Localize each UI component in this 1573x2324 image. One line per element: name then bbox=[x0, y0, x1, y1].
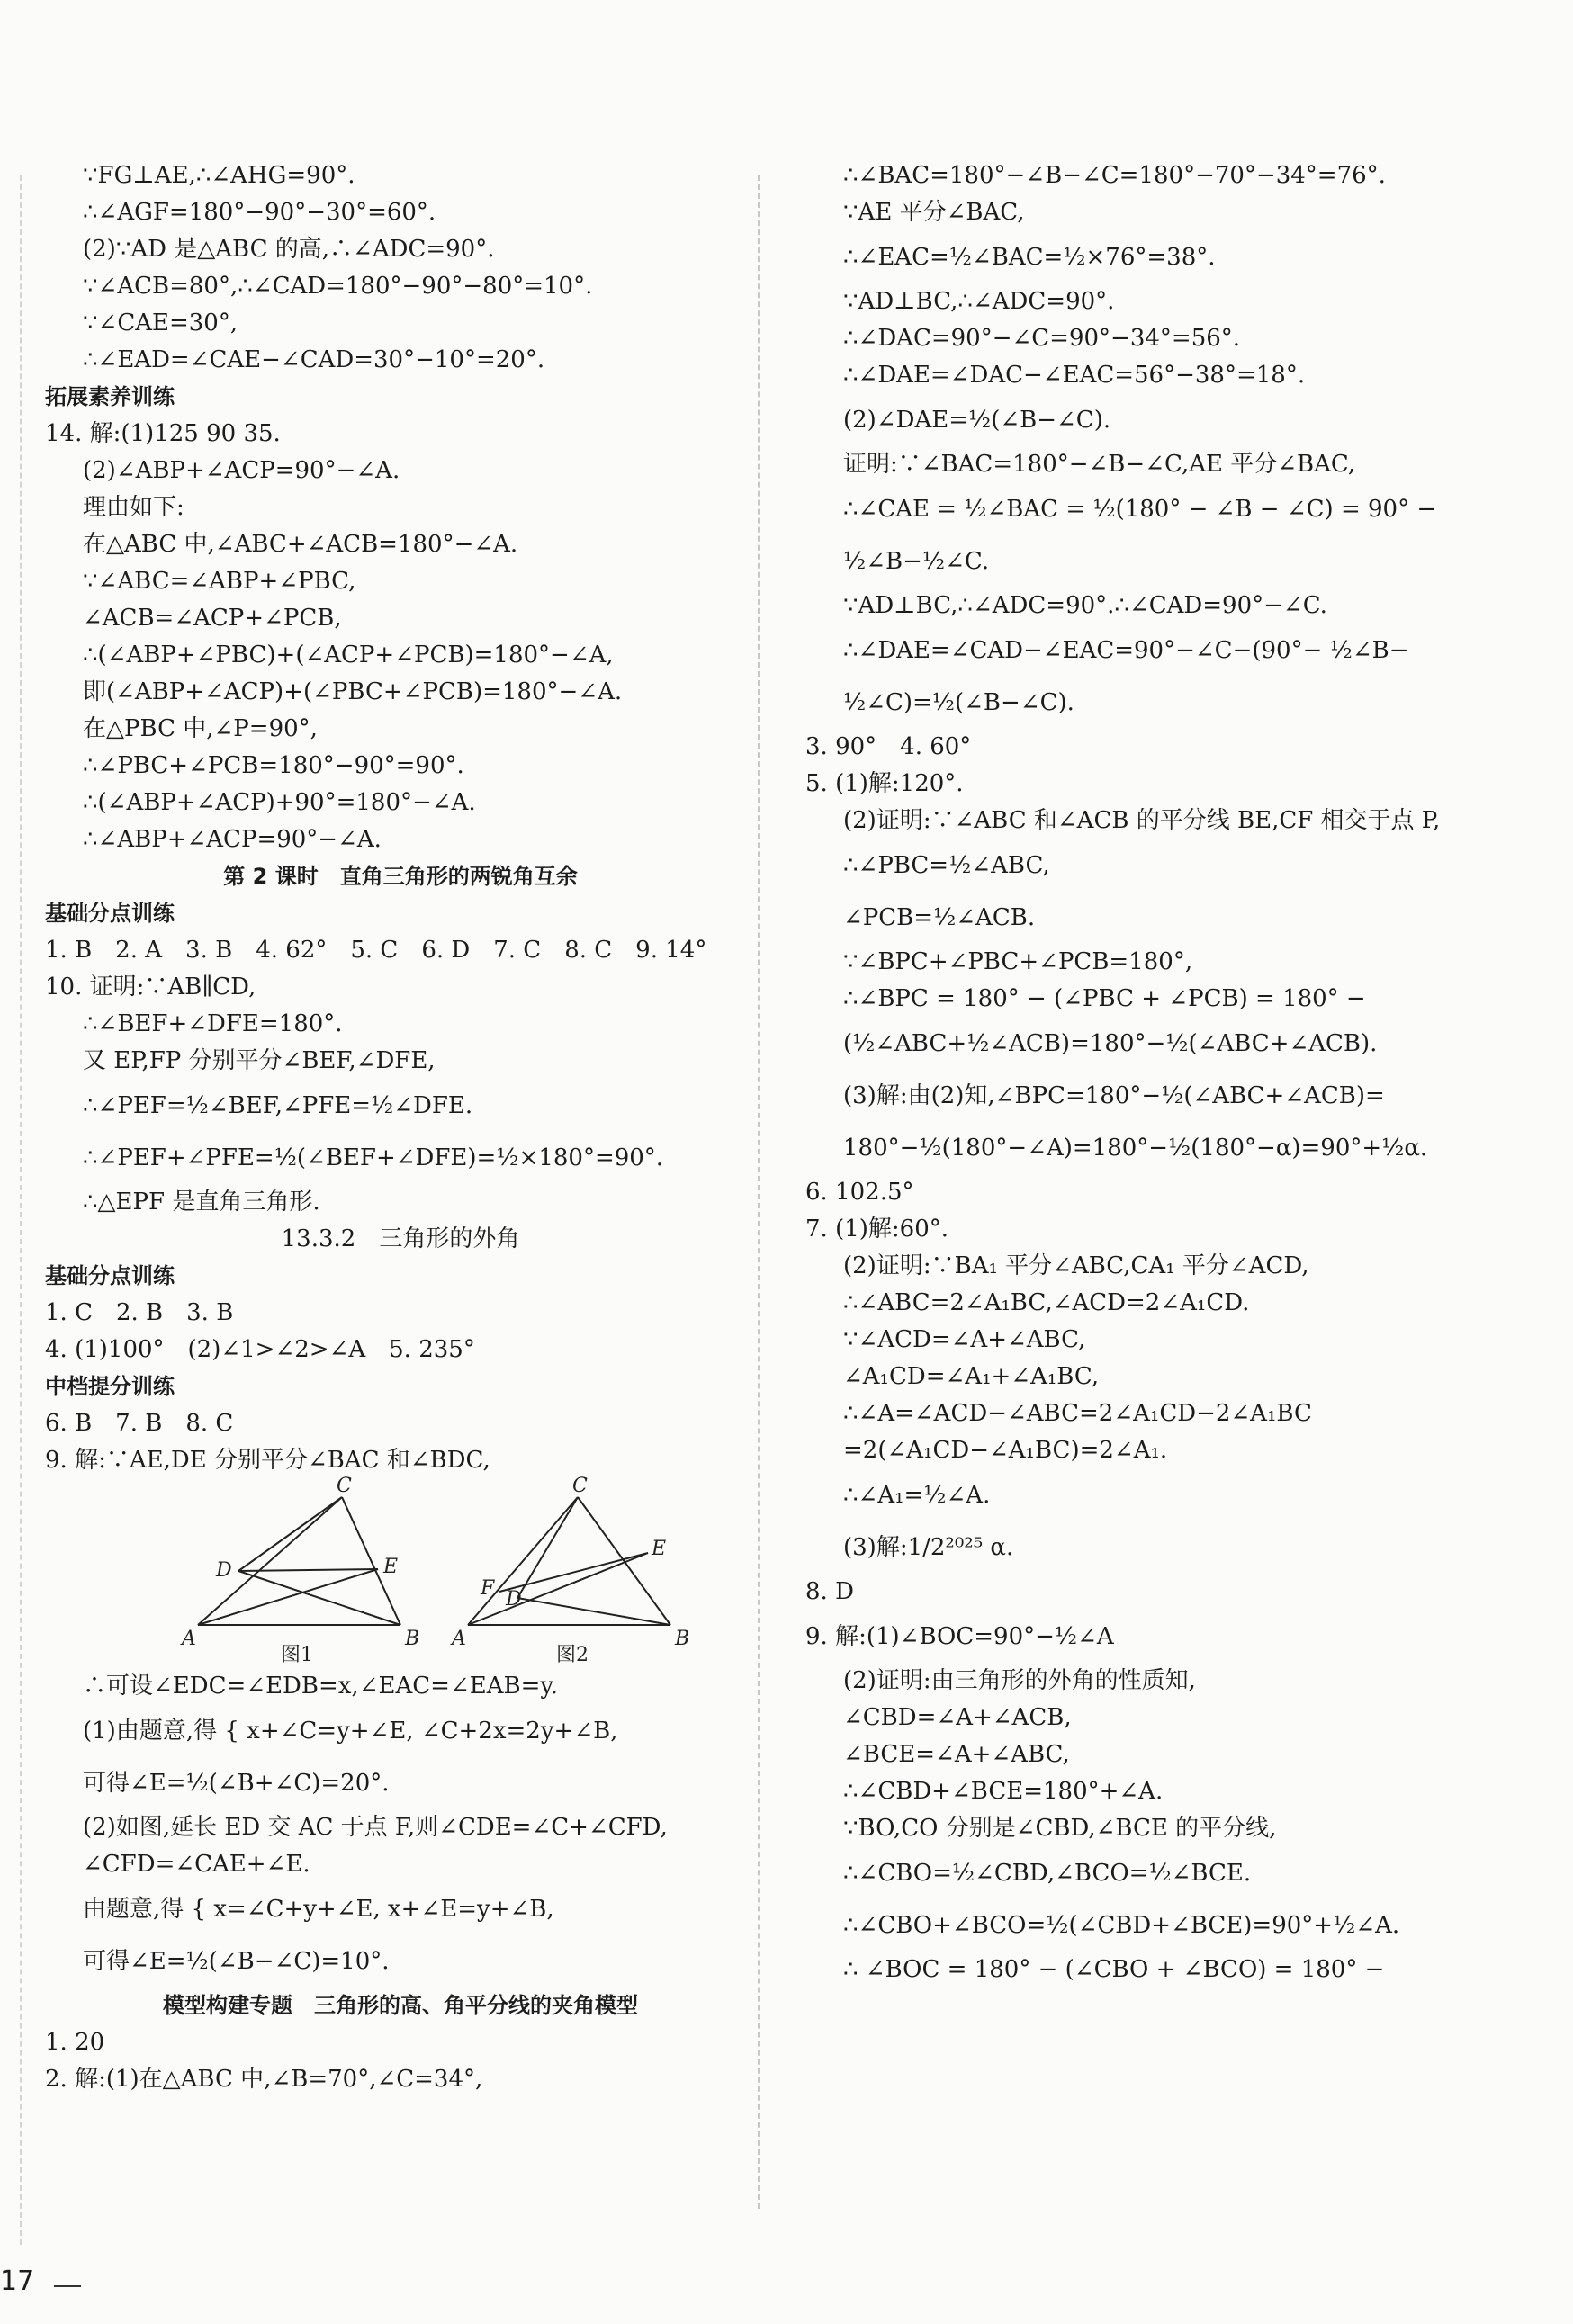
text-line: 在△PBC 中,∠P=90°, bbox=[83, 715, 318, 742]
lesson-title: 模型构建专题 三角形的高、角平分线的夹角模型 bbox=[163, 1993, 638, 2018]
text-line: 14. 解:(1)125 90 35. bbox=[45, 420, 281, 447]
text-line: ∠BCE=∠A+∠ABC, bbox=[843, 1741, 1070, 1768]
text-line: ∴∠A₁=½∠A. bbox=[843, 1482, 991, 1509]
text-line: ∴∠ABP+∠ACP=90°−∠A. bbox=[83, 826, 382, 853]
text-line: (2)∠ABP+∠ACP=90°−∠A. bbox=[83, 457, 400, 484]
text-line: (1)由题意,得 { x+∠C=y+∠E, ∠C+2x=2y+∠B, bbox=[83, 1718, 618, 1745]
text-line: (2)∵AD 是△ABC 的高,∴∠ADC=90°. bbox=[83, 236, 495, 263]
triangle-diagrams bbox=[180, 1475, 690, 1666]
text-line: 证明:∵∠BAC=180°−∠B−∠C,AE 平分∠BAC, bbox=[843, 451, 1356, 478]
text-line: ∴∠DAC=90°−∠C=90°−34°=56°. bbox=[843, 325, 1241, 352]
text-line: ∠A₁CD=∠A₁+∠A₁BC, bbox=[843, 1363, 1100, 1390]
text-line: 7. (1)解:60°. bbox=[805, 1216, 949, 1243]
text-line: 4. (1)100° (2)∠1>∠2>∠A 5. 235° bbox=[45, 1336, 475, 1363]
text-line: 6. B 7. B 8. C bbox=[45, 1410, 234, 1437]
text-line: ∠CBD=∠A+∠ACB, bbox=[843, 1704, 1072, 1731]
lesson-title: 第 2 课时 直角三角形的两锐角互余 bbox=[223, 864, 578, 889]
text-line: ∴∠AGF=180°−90°−30°=60°. bbox=[83, 199, 436, 226]
text-line: (2)证明:∵BA₁ 平分∠ABC,CA₁ 平分∠ACD, bbox=[843, 1252, 1309, 1279]
text-line: ∴∠CAE = ½∠BAC = ½(180° − ∠B − ∠C) = 90° − bbox=[843, 496, 1437, 523]
fig2-label: A bbox=[452, 1628, 466, 1650]
section-heading: 基础分点训练 bbox=[45, 1263, 175, 1288]
text-line: 即(∠ABP+∠ACP)+(∠PBC+∠PCB)=180°−∠A. bbox=[83, 678, 623, 705]
text-line: ∴∠EAD=∠CAE−∠CAD=30°−10°=20°. bbox=[83, 346, 545, 373]
text-line: ∠CFD=∠CAE+∠E. bbox=[83, 1851, 310, 1878]
text-line: ∴∠PEF+∠PFE=½(∠BEF+∠DFE)=½×180°=90°. bbox=[83, 1144, 664, 1171]
fig1-caption: 图1 bbox=[281, 1644, 313, 1666]
text-line: ½∠C)=½(∠B−∠C). bbox=[843, 689, 1074, 716]
text-line: (½∠ABC+½∠ACB)=180°−½(∠ABC+∠ACB). bbox=[843, 1030, 1378, 1057]
text-line: 9. 解:(1)∠BOC=90°−½∠A bbox=[805, 1623, 1114, 1650]
page-number-dash bbox=[54, 2285, 81, 2287]
fig1-label: A bbox=[182, 1628, 196, 1650]
text-line: (2)证明:由三角形的外角的性质知, bbox=[843, 1667, 1196, 1694]
text-line: 在△ABC 中,∠ABC+∠ACB=180°−∠A. bbox=[83, 531, 518, 558]
section-heading: 中档提分训练 bbox=[45, 1374, 175, 1399]
text-line: (3)解:由(2)知,∠BPC=180°−½(∠ABC+∠ACB)= bbox=[843, 1082, 1385, 1109]
text-line: 1. B 2. A 3. B 4. 62° 5. C 6. D 7. C 8. C 9. 14° bbox=[45, 937, 707, 964]
text-line: 6. 102.5° bbox=[805, 1179, 914, 1206]
text-line: 10. 证明:∵AB∥CD, bbox=[45, 974, 256, 1000]
text-line: =2(∠A₁CD−∠A₁BC)=2∠A₁. bbox=[843, 1437, 1168, 1464]
fig1-label: E bbox=[383, 1556, 399, 1578]
text-line: 2. 解:(1)在△ABC 中,∠B=70°,∠C=34°, bbox=[45, 2066, 483, 2093]
fig2-caption: 图2 bbox=[556, 1644, 589, 1666]
left-column bbox=[45, 157, 756, 2098]
text-line: ∴∠BPC = 180° − (∠PBC + ∠PCB) = 180° − bbox=[843, 985, 1366, 1012]
text-line: ∴∠PEF=½∠BEF,∠PFE=½∠DFE. bbox=[83, 1092, 473, 1119]
text-line: ∠PCB=½∠ACB. bbox=[843, 904, 1036, 931]
text-line: 又 EP,FP 分别平分∠BEF,∠DFE, bbox=[83, 1047, 436, 1074]
text-line: ∴△EPF 是直角三角形. bbox=[83, 1189, 320, 1216]
fig1-label: D bbox=[216, 1559, 232, 1582]
text-line: 可得∠E=½(∠B−∠C)=10°. bbox=[83, 1948, 390, 1975]
text-line: ∴ ∠BOC = 180° − (∠CBO + ∠BCO) = 180° − bbox=[843, 1956, 1385, 1983]
column-divider bbox=[758, 175, 760, 2209]
text-line: ∵∠ACB=80°,∴∠CAD=180°−90°−80°=10°. bbox=[83, 273, 593, 300]
fig2-label: E bbox=[652, 1538, 667, 1560]
text-line: 8. D bbox=[805, 1578, 854, 1605]
text-line: ∴(∠ABP+∠ACP)+90°=180°−∠A. bbox=[83, 789, 476, 816]
text-line: ∴∠PBC+∠PCB=180°−90°=90°. bbox=[83, 752, 464, 779]
text-line: ∵AD⊥BC,∴∠ADC=90°.∴∠CAD=90°−∠C. bbox=[843, 592, 1327, 619]
text-line: ∵∠ABC=∠ABP+∠PBC, bbox=[83, 568, 356, 595]
text-line: 3. 90° 4. 60° bbox=[805, 733, 972, 760]
section-heading: 拓展素养训练 bbox=[45, 384, 175, 409]
fig2-label: C bbox=[572, 1475, 588, 1497]
text-line: ∴∠BAC=180°−∠B−∠C=180°−70°−34°=76°. bbox=[843, 162, 1386, 189]
text-line: (2)∠DAE=½(∠B−∠C). bbox=[843, 407, 1111, 434]
text-line: 9. 解:∵AE,DE 分别平分∠BAC 和∠BDC, bbox=[45, 1447, 490, 1474]
text-line: ∵∠ACD=∠A+∠ABC, bbox=[843, 1326, 1086, 1353]
subsection-title: 13.3.2 三角形的外角 bbox=[281, 1225, 520, 1252]
text-line: 由题意,得 { x=∠C+y+∠E, x+∠E=y+∠B, bbox=[83, 1896, 554, 1923]
geometry-figures bbox=[45, 1475, 756, 1668]
page-number: 17 bbox=[0, 2266, 35, 2297]
text-line: ∴∠DAE=∠CAD−∠EAC=90°−∠C−(90°− ½∠B− bbox=[843, 637, 1409, 664]
text-line: 1. C 2. B 3. B bbox=[45, 1299, 234, 1326]
text-line: 可得∠E=½(∠B+∠C)=20°. bbox=[83, 1770, 390, 1797]
text-line: ∴∠BEF+∠DFE=180°. bbox=[83, 1010, 343, 1037]
section-heading: 基础分点训练 bbox=[45, 901, 175, 926]
fig2-label: B bbox=[675, 1628, 690, 1650]
fig2-label: D bbox=[506, 1588, 522, 1611]
text-line: 180°−½(180°−∠A)=180°−½(180°−α)=90°+½α. bbox=[843, 1135, 1428, 1162]
text-line: ∴∠PBC=½∠ABC, bbox=[843, 852, 1050, 879]
right-column bbox=[805, 157, 1525, 1988]
text-line: 1. 20 bbox=[45, 2029, 105, 2056]
text-line: ∴∠CBO+∠BCO=½(∠CBD+∠BCE)=90°+½∠A. bbox=[843, 1912, 1400, 1939]
text-line: ∴∠CBO=½∠CBD,∠BCO=½∠BCE. bbox=[843, 1860, 1252, 1887]
text-line: ∵AE 平分∠BAC, bbox=[843, 199, 1025, 226]
text-line: ∵BO,CO 分别是∠CBD,∠BCE 的平分线, bbox=[843, 1815, 1277, 1842]
text-line: ∵AD⊥BC,∴∠ADC=90°. bbox=[843, 288, 1115, 315]
fig2-label: F bbox=[481, 1577, 495, 1600]
text-line: ½∠B−½∠C. bbox=[843, 548, 990, 575]
text-line: ∠ACB=∠ACP+∠PCB, bbox=[83, 605, 342, 632]
text-line: ∴∠A=∠ACD−∠ABC=2∠A₁CD−2∠A₁BC bbox=[843, 1400, 1312, 1427]
text-line: (2)如图,延长 ED 交 AC 于点 F,则∠CDE=∠C+∠CFD, bbox=[83, 1814, 668, 1841]
text-line: ∵∠CAE=30°, bbox=[83, 310, 238, 336]
text-line: 理由如下: bbox=[83, 494, 184, 521]
text-line: (3)解:1/2²⁰²⁵ α. bbox=[843, 1534, 1014, 1561]
text-line: ∵∠BPC+∠PBC+∠PCB=180°, bbox=[843, 948, 1193, 975]
fig1-label: C bbox=[337, 1475, 352, 1497]
left-margin-rule bbox=[20, 175, 22, 2245]
fig1-label: B bbox=[405, 1628, 420, 1650]
text-line: ∴∠CBD+∠BCE=180°+∠A. bbox=[843, 1778, 1164, 1805]
text-line: ∵FG⊥AE,∴∠AHG=90°. bbox=[83, 162, 355, 189]
text-line: ∴∠DAE=∠DAC−∠EAC=56°−38°=18°. bbox=[843, 362, 1306, 389]
text-line: ∴(∠ABP+∠PBC)+(∠ACP+∠PCB)=180°−∠A, bbox=[83, 642, 614, 668]
text-line: ∴∠EAC=½∠BAC=½×76°=38°. bbox=[843, 244, 1216, 271]
text-line: (2)证明:∵∠ABC 和∠ACB 的平分线 BE,CF 相交于点 P, bbox=[843, 807, 1441, 834]
text-line: 5. (1)解:120°. bbox=[805, 770, 964, 797]
text-line: ∴∠ABC=2∠A₁BC,∠ACD=2∠A₁CD. bbox=[843, 1289, 1250, 1316]
text-line: ∴可设∠EDC=∠EDB=x,∠EAC=∠EAB=y. bbox=[83, 1673, 558, 1700]
